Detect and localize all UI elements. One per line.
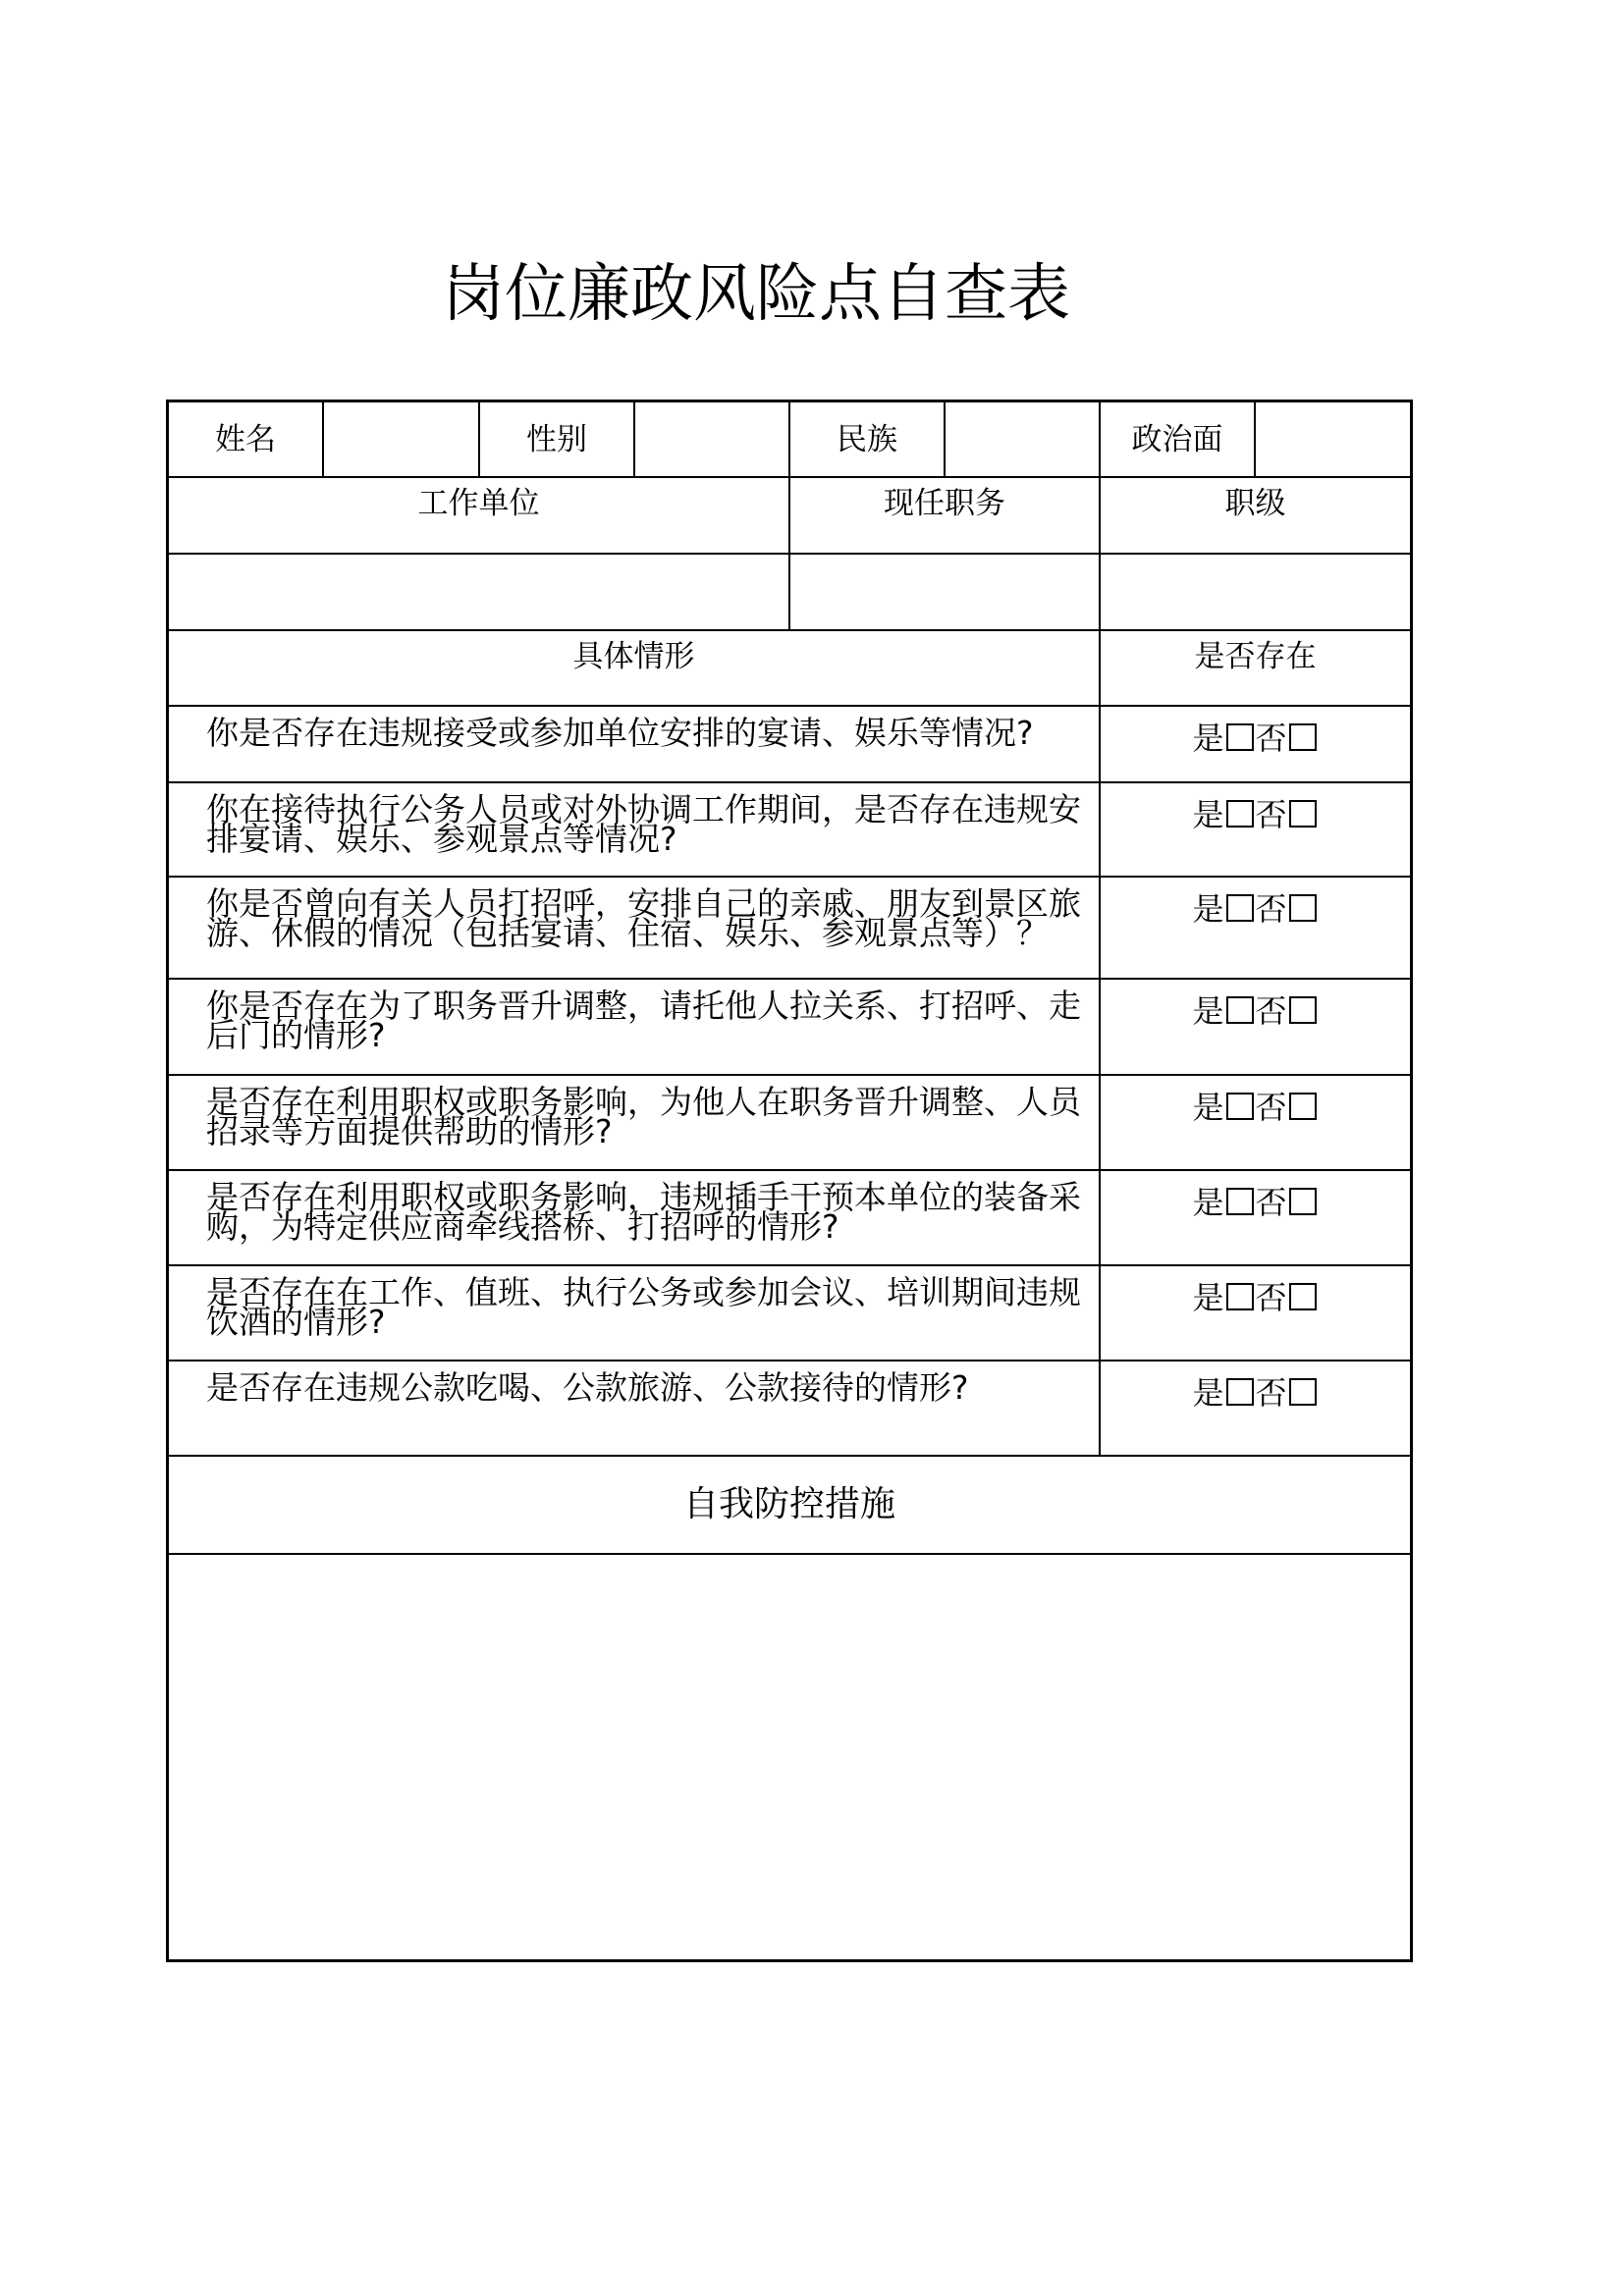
question-3: 你是否曾向有关人员打招呼，安排自己的亲戚、朋友到景区旅 游、休假的情况（包括宴请、住宿、娱乐、参观景点等）？ xyxy=(169,878,1101,980)
no-label: 否 xyxy=(1255,1374,1287,1412)
yes-label: 是 xyxy=(1192,1279,1224,1316)
no-checkbox[interactable] xyxy=(1289,894,1317,922)
answer-8 xyxy=(1101,1362,1410,1457)
answer-7 xyxy=(1101,1266,1410,1362)
answer-1 xyxy=(1101,707,1410,783)
name-label: 姓名 xyxy=(169,402,324,478)
question-5: 是否存在利用职权或职务影响，为他人在职务晋升调整、人员招录等方面提供帮助的情形? xyxy=(169,1076,1101,1171)
answer-4 xyxy=(1101,980,1410,1076)
no-label: 否 xyxy=(1255,796,1287,833)
yes-checkbox[interactable] xyxy=(1226,996,1254,1024)
no-checkbox[interactable] xyxy=(1289,1188,1317,1215)
work-unit-field[interactable] xyxy=(169,555,790,631)
current-position-field[interactable] xyxy=(790,555,1101,631)
answer-6 xyxy=(1101,1171,1410,1266)
work-unit-label: 工作单位 xyxy=(169,478,790,555)
no-checkbox[interactable] xyxy=(1289,996,1317,1024)
yes-label: 是 xyxy=(1192,1374,1224,1412)
rank-field[interactable] xyxy=(1101,555,1410,631)
yes-label: 是 xyxy=(1192,720,1224,757)
yes-label: 是 xyxy=(1192,796,1224,833)
current-position-label: 现任职务 xyxy=(790,478,1101,555)
question-8: 是否存在违规公款吃喝、公款旅游、公款接待的情形? xyxy=(169,1362,1101,1457)
page-title: 岗位廉政风险点自查表 xyxy=(442,258,1070,331)
question-6: 是否存在利用职权或职务影响，违规插手干预本单位的装备采购，为特定供应商牵线搭桥、打招呼的情形? xyxy=(169,1171,1101,1266)
ethnicity-label: 民族 xyxy=(790,402,946,478)
yes-label: 是 xyxy=(1192,992,1224,1030)
question-2: 你在接待执行公务人员或对外协调工作期间，是否存在违规安 排宴请、娱乐、参观景点等情况? xyxy=(169,783,1101,878)
no-label: 否 xyxy=(1255,890,1287,928)
yes-label: 是 xyxy=(1192,1089,1224,1126)
yes-label: 是 xyxy=(1192,1184,1224,1221)
no-label: 否 xyxy=(1255,1279,1287,1316)
rank-label: 职级 xyxy=(1101,478,1410,555)
gender-field[interactable] xyxy=(635,402,790,478)
yes-label: 是 xyxy=(1192,890,1224,928)
answer-5 xyxy=(1101,1076,1410,1171)
no-label: 否 xyxy=(1255,992,1287,1030)
no-checkbox[interactable] xyxy=(1289,1093,1317,1120)
question-7: 是否存在在工作、值班、执行公务或参加会议、培训期间违规饮酒的情形? xyxy=(169,1266,1101,1362)
answer-3 xyxy=(1101,878,1410,980)
political-status-label: 政治面 xyxy=(1101,402,1256,478)
no-checkbox[interactable] xyxy=(1289,1378,1317,1406)
yes-checkbox[interactable] xyxy=(1226,800,1254,828)
ethnicity-field[interactable] xyxy=(946,402,1101,478)
yes-checkbox[interactable] xyxy=(1226,1283,1254,1310)
yes-checkbox[interactable] xyxy=(1226,1093,1254,1120)
gender-label: 性别 xyxy=(480,402,635,478)
political-status-field[interactable] xyxy=(1256,402,1410,478)
no-label: 否 xyxy=(1255,1089,1287,1126)
question-1: 你是否存在违规接受或参加单位安排的宴请、娱乐等情况? xyxy=(169,707,1101,783)
yes-checkbox[interactable] xyxy=(1226,1378,1254,1406)
question-4: 你是否存在为了职务晋升调整，请托他人拉关系、打招呼、走后门的情形? xyxy=(169,980,1101,1076)
answer-2 xyxy=(1101,783,1410,878)
no-label: 否 xyxy=(1255,1184,1287,1221)
no-checkbox[interactable] xyxy=(1289,800,1317,828)
no-checkbox[interactable] xyxy=(1289,1283,1317,1310)
measures-field[interactable] xyxy=(169,1555,1410,1959)
situation-header: 具体情形 xyxy=(169,631,1101,707)
self-check-form xyxy=(166,400,1413,1962)
no-label: 否 xyxy=(1255,720,1287,757)
name-field[interactable] xyxy=(324,402,480,478)
no-checkbox[interactable] xyxy=(1289,723,1317,751)
exists-header: 是否存在 xyxy=(1101,631,1410,707)
yes-checkbox[interactable] xyxy=(1226,894,1254,922)
yes-checkbox[interactable] xyxy=(1226,1188,1254,1215)
measures-header: 自我防控措施 xyxy=(169,1457,1410,1555)
yes-checkbox[interactable] xyxy=(1226,723,1254,751)
